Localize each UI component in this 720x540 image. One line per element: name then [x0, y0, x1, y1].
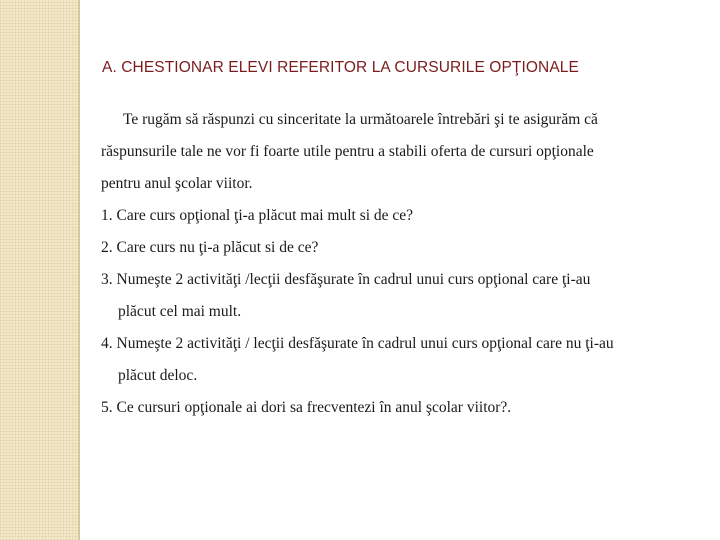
side-panel-divider — [78, 0, 80, 540]
question-4-continuation: plăcut deloc. — [118, 367, 198, 384]
question-4: 4. Numeşte 2 activităţi / lecţii desfăşurate în cadrul unui curs opţional care nu ţi-au — [101, 335, 614, 352]
questionnaire-body — [101, 104, 706, 424]
intro-line: pentru anul şcolar viitor. — [101, 175, 253, 192]
question-2: 2. Care curs nu ţi-a plăcut si de ce? — [101, 239, 319, 256]
intro-line: Te rugăm să răspunzi cu sinceritate la următoarele întrebări şi te asigurăm că — [123, 111, 598, 128]
question-3-continuation: plăcut cel mai mult. — [118, 303, 242, 320]
page-title: A. CHESTIONAR ELEVI REFERITOR LA CURSURILE OPŢIONALE — [102, 59, 579, 76]
question-1: 1. Care curs opţional ţi-a plăcut mai mult si de ce? — [101, 207, 414, 224]
question-3: 3. Numeşte 2 activităţi /lecţii desfăşurate în cadrul unui curs opţional care ţi-au — [101, 271, 591, 288]
intro-line: răspunsurile tale ne vor fi foarte utile pentru a stabili oferta de cursuri opţionale — [101, 143, 594, 160]
question-5: 5. Ce cursuri opţionale ai dori sa frecventezi în anul şcolar viitor?. — [101, 399, 512, 416]
decorative-side-panel — [0, 0, 78, 540]
